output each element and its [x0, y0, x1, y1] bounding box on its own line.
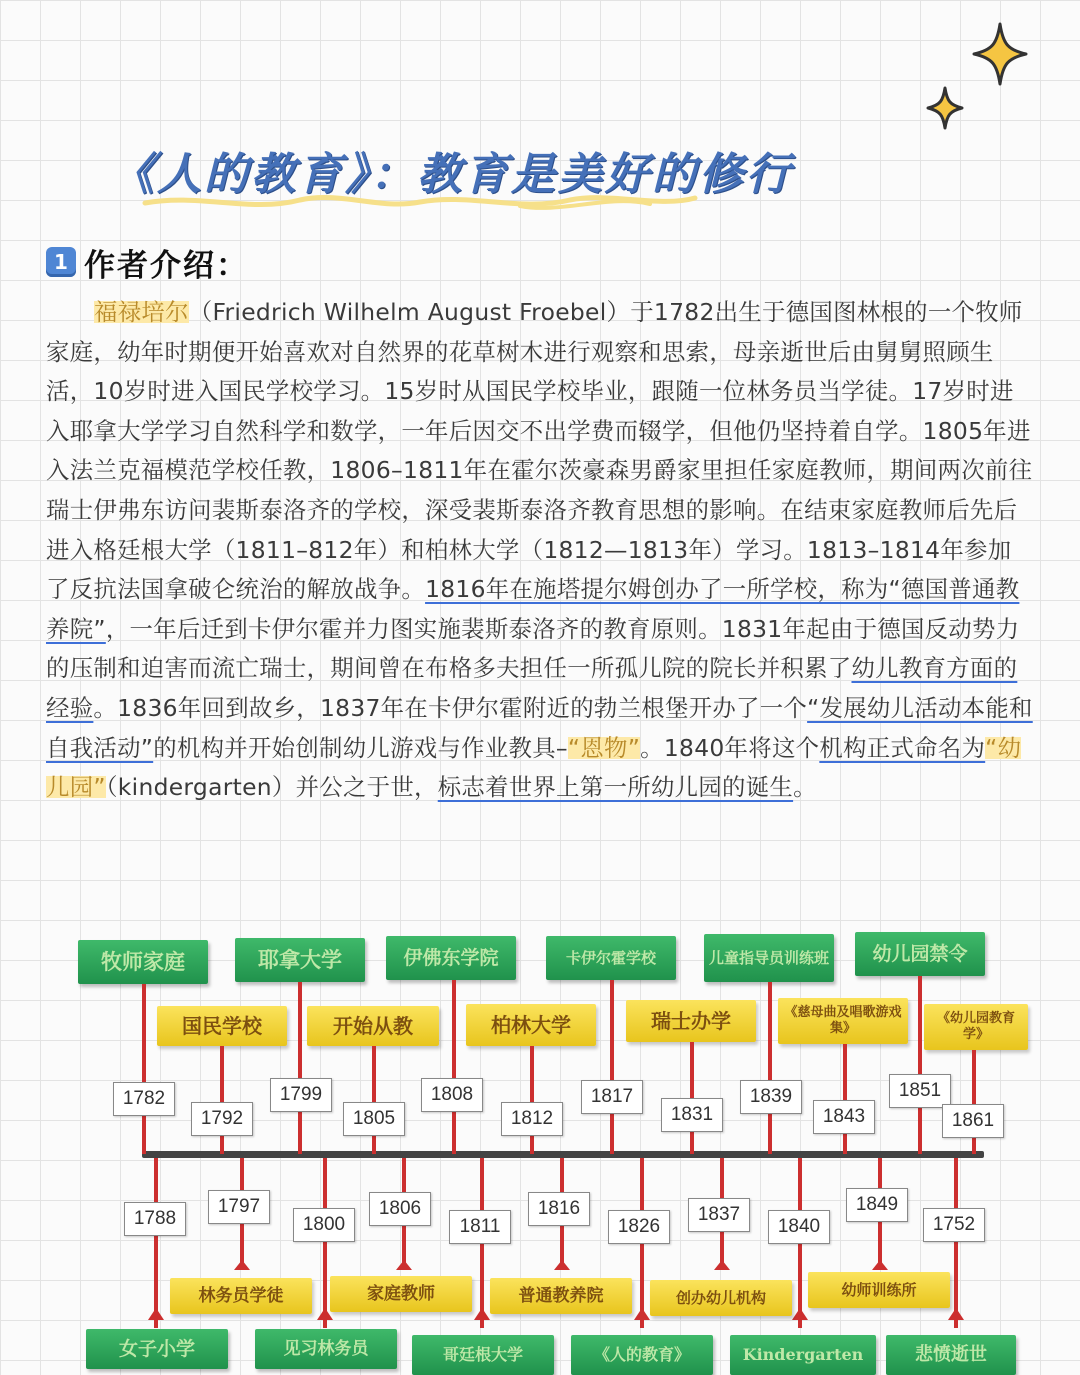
- timeline-year: 1843: [813, 1100, 875, 1134]
- timeline-top-yellow-label: 《慈母曲及唱歌游戏集》: [778, 998, 908, 1044]
- intro-segment: 。1840年将这个: [640, 733, 820, 762]
- timeline-year: 1808: [421, 1078, 483, 1112]
- intro-segment: 。1836年回到故乡，1837年在卡伊尔霍附近的勃兰根堡开办了一个: [93, 693, 808, 722]
- intro-segment: 机构正式命名为: [819, 733, 986, 762]
- timeline-year: 1792: [191, 1102, 253, 1136]
- timeline-top-green-label: 幼儿园禁令: [855, 932, 985, 976]
- timeline-year: 1826: [608, 1210, 670, 1244]
- timeline-bottom-green-label: 见习林务员: [255, 1329, 397, 1369]
- page-title: 《人的教育》：教育是美好的修行: [110, 149, 793, 200]
- intro-segment: 1816年在施塔提尔姆创办了一所学校，称为“德国普通教养院”: [46, 575, 1020, 643]
- intro-segment: “恩物”: [567, 733, 641, 762]
- intro-segment: “幼儿园”: [46, 733, 1022, 802]
- timeline-year: 1837: [688, 1198, 750, 1232]
- timeline-year: 1851: [889, 1074, 951, 1108]
- timeline-bottom-green-label: 哥廷根大学: [412, 1335, 554, 1375]
- timeline-top-green-label: 牧师家庭: [78, 940, 208, 984]
- intro-segment: 标志着世界上第一所幼儿园的诞生: [437, 773, 794, 802]
- intro-segment: 的机构并开始创制幼儿游戏与作业教具–: [153, 733, 568, 762]
- timeline-year: 1839: [740, 1080, 802, 1114]
- timeline-top-yellow-label: 柏林大学: [466, 1004, 596, 1046]
- intro-segment: 。: [793, 773, 817, 802]
- timeline-year: 1782: [113, 1082, 175, 1116]
- timeline-year: 1840: [768, 1210, 830, 1244]
- timeline-year: 1817: [581, 1080, 643, 1114]
- timeline-bottom-green-label: 女子小学: [86, 1329, 228, 1369]
- timeline-bottom-yellow-label: 林务员学徒: [170, 1278, 312, 1314]
- timeline-top-green-label: 耶拿大学: [235, 938, 365, 982]
- intro-segment: 幼儿教育方面的经验: [46, 654, 1018, 722]
- timeline-year: 1831: [661, 1098, 723, 1132]
- section-heading: [46, 242, 249, 282]
- intro-segment: （Friedrich Wilhelm August Froebel）于1782出生于德国图林根的一个牧师家庭，幼年时期便开始喜欢对自然界的花草树木进行观察和思索，母亲逝世后由舅舅照顾生活，10岁时进入国民学校学习。15岁时从国民学校毕业，跟随一位林务员当学徒。17岁时进入耶拿大学学习自然科学和数学，一年后因交不出学费而辍学，但他仍坚持着自学。1805年进入法兰克福模范学校任教，1806–1811年在霍尔茨豪森男爵家里担任家庭教师，期间两次前往瑞士伊弗东访问裴斯泰洛齐的学校，深受裴斯泰洛齐教育思想的影响。在结束家庭教师后先后进入格廷根大学（1811–812年）和柏林大学（1812—1813年）学习。1813–1814年参加了反抗法国拿破仑统治的解放战争。: [46, 298, 1033, 604]
- sparkle-large-icon: [972, 22, 1028, 86]
- timeline-bottom-yellow-label: 家庭教师: [330, 1276, 472, 1312]
- timeline-top-green-label: 伊佛东学院: [386, 936, 516, 980]
- timeline-year: 1805: [343, 1102, 405, 1136]
- section-number-badge: 1: [46, 247, 76, 277]
- timeline-year: 1816: [528, 1192, 590, 1226]
- timeline-top-yellow-label: 开始从教: [307, 1006, 439, 1046]
- timeline-year: 1799: [270, 1078, 332, 1112]
- timeline-top-green-label: 卡伊尔霍学校: [546, 936, 676, 980]
- timeline-year: 1806: [369, 1192, 431, 1226]
- timeline-year: 1811: [449, 1210, 511, 1244]
- timeline-top-green-label: 儿童指导员训练班: [704, 934, 834, 982]
- section-title: 作者介绍：: [84, 247, 249, 284]
- timeline-bottom-green-label: 悲愤逝世: [886, 1335, 1016, 1375]
- author-intro-paragraph: [46, 293, 1034, 808]
- life-timeline: [0, 930, 1080, 1375]
- timeline-year: 1812: [501, 1102, 563, 1136]
- intro-segment: （kindergarten）并公之于世，: [105, 773, 438, 802]
- timeline-bottom-yellow-label: 幼师训练所: [808, 1272, 950, 1308]
- intro-segment: 福禄培尔: [94, 298, 189, 326]
- intro-segment: “发展幼儿活动本能和自我活动”: [46, 693, 1033, 762]
- timeline-year: 1797: [208, 1190, 270, 1224]
- timeline-top-yellow-label: 《幼儿园教育学》: [924, 1004, 1028, 1050]
- title-underline-swirl: [140, 188, 700, 218]
- timeline-bottom-yellow-label: 创办幼儿机构: [650, 1280, 792, 1316]
- timeline-year: 1800: [293, 1208, 355, 1242]
- timeline-bottom-green-label: Kindergarten: [730, 1335, 876, 1375]
- timeline-year: 1752: [923, 1208, 985, 1242]
- timeline-year: 1849: [846, 1188, 908, 1222]
- timeline-bottom-green-label: 《人的教育》: [571, 1335, 713, 1375]
- timeline-top-yellow-label: 瑞士办学: [626, 1000, 756, 1042]
- intro-segment: ，一年后迁到卡伊尔霍并力图实施裴斯泰洛齐的教育原则。1831年起由于德国反动势力的压制和迫害而流亡瑞士，期间曾在布格多夫担任一所孤儿院的院长并积累了: [46, 614, 1020, 683]
- timeline-top-yellow-label: 国民学校: [157, 1006, 287, 1046]
- timeline-year: 1788: [124, 1202, 186, 1236]
- timeline-bottom-yellow-label: 普通教养院: [490, 1278, 632, 1314]
- timeline-year: 1861: [942, 1104, 1004, 1138]
- sparkle-small-icon: [926, 86, 964, 130]
